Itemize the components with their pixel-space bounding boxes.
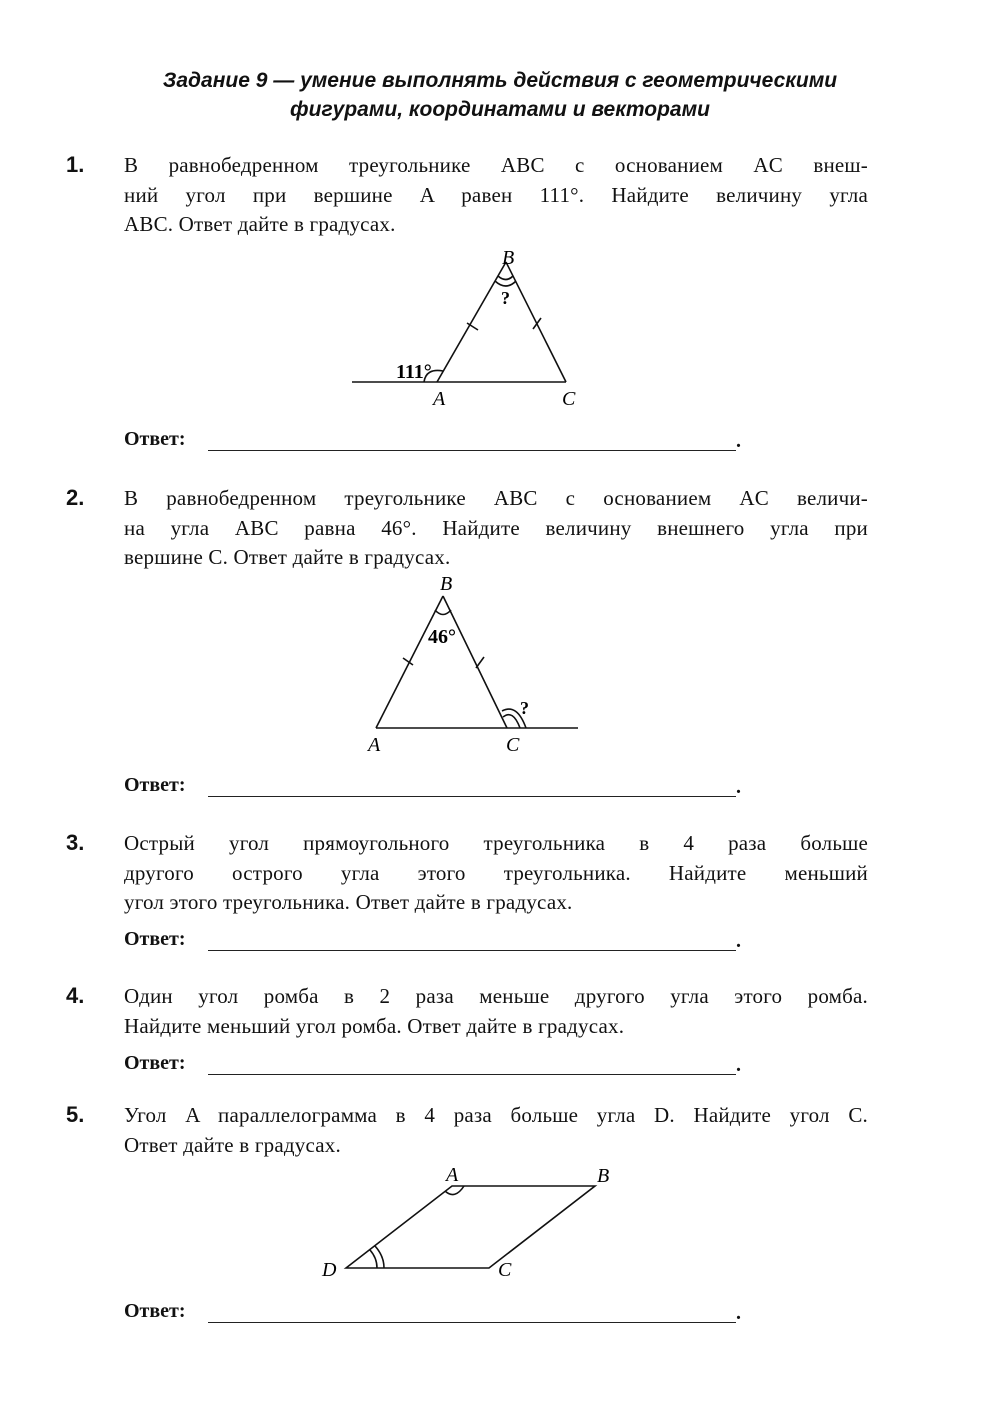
p5-angle-arc-a xyxy=(445,1186,464,1195)
task-heading-line-1: Задание 9 — умение выполнять действия с геометрическими xyxy=(162,69,838,92)
problem-3-line-2: другого острого угла этого треугольника. Найдите меньший xyxy=(124,860,868,885)
p5-label-a: A xyxy=(446,1164,459,1186)
problem-3-number: 3. xyxy=(66,830,85,855)
p1-label-a: A xyxy=(433,388,446,410)
problem-4-line-2: Найдите меньший угол ромба. Ответ дайте в градусах. xyxy=(124,1013,625,1038)
problem-3-answer-label: Ответ: xyxy=(124,928,186,950)
problem-4-answer-period: . xyxy=(736,1054,741,1076)
problem-5-answer xyxy=(124,1300,744,1330)
problem-2-line-1: В равнобедренном треугольнике ABC с основанием AC величи- xyxy=(124,486,868,510)
problem-2-line-3: вершине C. Ответ дайте в градусах. xyxy=(124,545,451,569)
p5-label-b: B xyxy=(597,1165,610,1187)
p1-unknown: ? xyxy=(501,288,510,308)
problem-1-number: 1. xyxy=(66,152,85,177)
problem-5-answer-field[interactable] xyxy=(208,1322,736,1323)
p5-label-c: C xyxy=(498,1259,512,1281)
p5-label-d: D xyxy=(322,1259,337,1281)
p2-label-c: C xyxy=(506,734,520,756)
p1-label-c: C xyxy=(562,388,576,410)
problem-1-line-3: ABC. Ответ дайте в градусах. xyxy=(124,212,396,236)
problem-1-answer-label: Ответ: xyxy=(124,428,186,450)
problem-3-answer-period: . xyxy=(736,930,741,952)
task-heading-line-2: фигурами, координатами и векторами xyxy=(290,98,710,121)
p2-label-a: A xyxy=(368,734,381,756)
problem-4-number: 4. xyxy=(66,983,85,1008)
p5-angle-arc-d1 xyxy=(370,1250,377,1268)
problem-2-number: 2. xyxy=(66,485,85,510)
p1-label-b: B xyxy=(502,247,515,269)
problem-4-line-1: Один угол ромба в 2 раза меньше другого угла этого ромба. xyxy=(124,984,868,1008)
problem-5-answer-label: Ответ: xyxy=(124,1300,186,1322)
problem-5-line-1: Угол A параллелограмма в 4 раза больше угла D. Найдите угол C. xyxy=(124,1103,868,1127)
problem-4-answer-label: Ответ: xyxy=(124,1052,186,1074)
problem-3-line-3: угол этого треугольника. Ответ дайте в градусах. xyxy=(124,890,573,914)
p2-angle-label: 46° xyxy=(428,626,456,648)
problem-5-line-2: Ответ дайте в градусах. xyxy=(124,1132,341,1157)
p1-angle-label: 111° xyxy=(396,361,432,383)
problem-5-answer-period: . xyxy=(736,1302,741,1324)
p2-label-b: B xyxy=(440,573,453,595)
problem-3-line-1: Острый угол прямоугольного треугольника в 4 раза больше xyxy=(124,831,868,855)
problem-2-answer-label: Ответ: xyxy=(124,774,186,796)
problem-5-number: 5. xyxy=(66,1102,85,1127)
problem-1-line-1: В равнобедренном треугольнике ABC с основанием AC внеш- xyxy=(124,153,868,177)
p2-unknown: ? xyxy=(520,698,529,718)
p5-parallelogram xyxy=(346,1186,595,1268)
problem-1-answer-period: . xyxy=(736,430,741,452)
problem-2-line-2: на угла ABC равна 46°. Найдите величину внешнего угла при xyxy=(124,515,868,540)
problem-2-answer-period: . xyxy=(736,776,741,798)
problem-1-line-2: ний угол при вершине A равен 111°. Найдите величину угла xyxy=(124,182,868,207)
